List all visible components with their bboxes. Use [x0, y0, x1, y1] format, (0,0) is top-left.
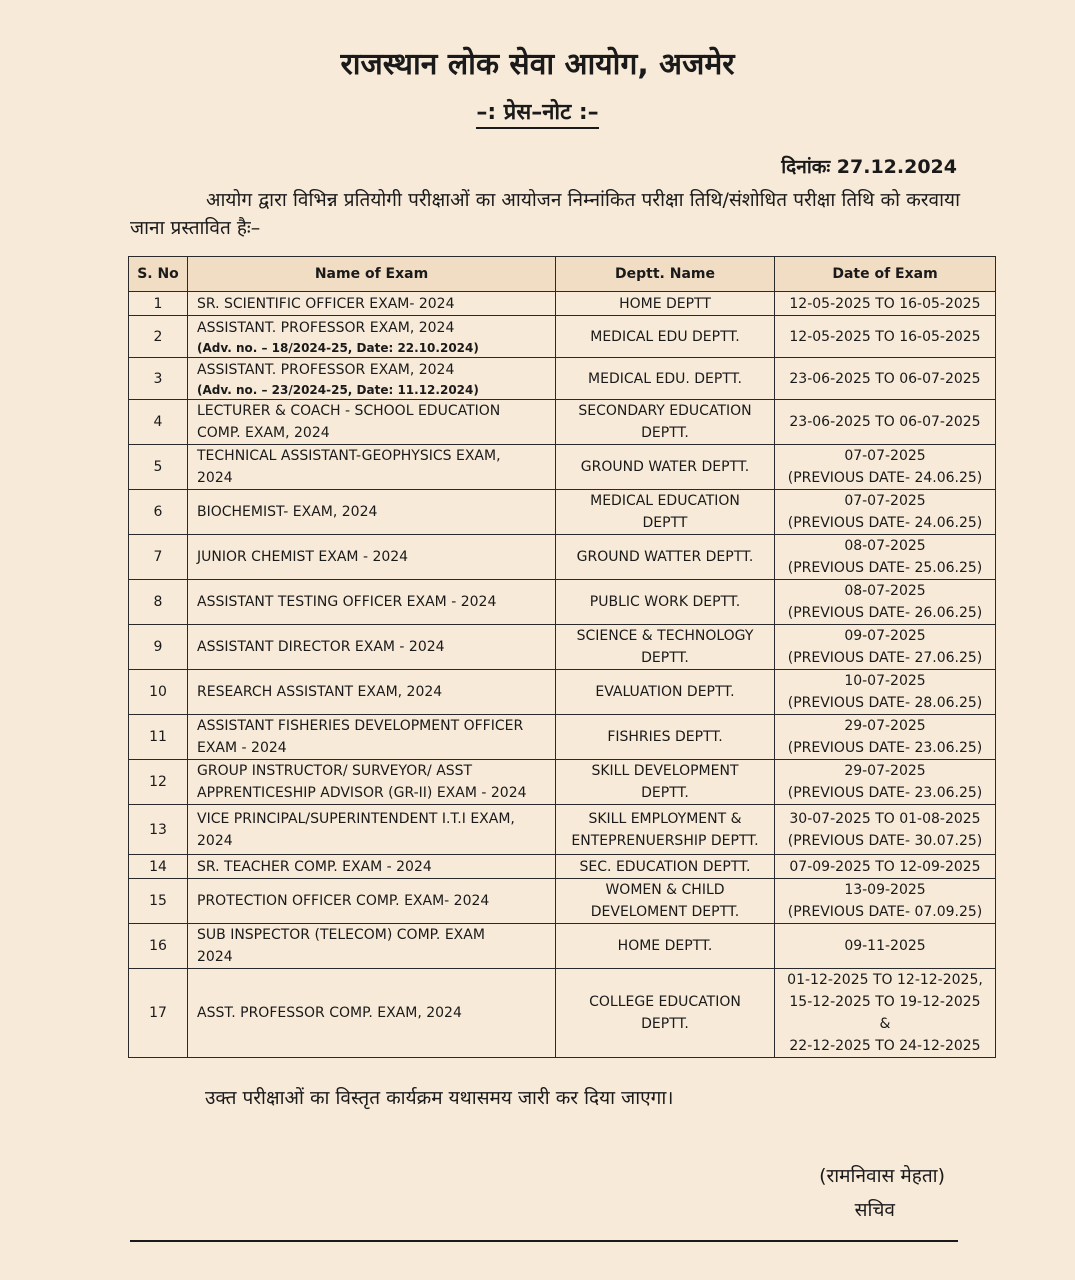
exam-name-line: LECTURER & COACH - SCHOOL EDUCATION [197, 403, 501, 419]
signatory-name: (रामनिवास मेहता) [819, 1165, 945, 1187]
cell-sno: 13 [129, 805, 188, 855]
exam-name-line: SR. SCIENTIFIC OFFICER EXAM- 2024 [197, 295, 455, 312]
exam-date-line: 29-07-2025 [844, 763, 926, 779]
exam-date-line: 09-07-2025 [844, 628, 926, 644]
exam-name-line: VICE PRINCIPAL/SUPERINTENDENT I.T.I EXAM, [197, 810, 515, 827]
table-row [129, 580, 996, 625]
cell-sno: 1 [129, 292, 188, 316]
cell-dept-name [556, 580, 775, 625]
table-row [129, 855, 996, 879]
dept-name-line: GROUND WATTER DEPTT. [576, 549, 754, 565]
exam-name-line: ASSISTANT DIRECTOR EXAM - 2024 [197, 639, 445, 655]
cell-dept-name [556, 292, 775, 316]
cell-exam-name [188, 855, 556, 879]
exam-name-line: RESEARCH ASSISTANT EXAM, 2024 [197, 684, 443, 700]
exam-date-line: 07-09-2025 TO 12-09-2025 [789, 858, 981, 875]
cell-exam-name [188, 445, 556, 490]
advertisement-reference: (Adv. no. – 23/2024-25, Date: 11.12.2024) [197, 382, 479, 397]
exam-name-line: ASST. PROFESSOR COMP. EXAM, 2024 [197, 1005, 462, 1021]
cell-exam-name [188, 535, 556, 580]
exam-date-line: (PREVIOUS DATE- 07.09.25) [787, 904, 983, 920]
dept-name-line: DEPTT. [641, 650, 689, 666]
cell-sno: 8 [129, 580, 188, 625]
cell-sno: 2 [129, 316, 188, 358]
cell-dept-name [556, 400, 775, 445]
dept-name-line: WOMEN & CHILD [605, 882, 725, 898]
cell-exam-date [775, 805, 996, 855]
footer-note: उक्त परीक्षाओं का विस्तृत कार्यक्रम यथासमय जारी कर दिया जाएगा। [205, 1087, 674, 1109]
cell-exam-name [188, 400, 556, 445]
dept-name-line: ENTEPRENUERSHIP DEPTT. [571, 832, 759, 849]
cell-exam-name [188, 625, 556, 670]
cell-dept-name [556, 445, 775, 490]
table-row [129, 969, 996, 1058]
table-row [129, 535, 996, 580]
dept-name-line: HOME DEPTT [619, 295, 711, 312]
exam-name-line: PROTECTION OFFICER COMP. EXAM- 2024 [197, 893, 490, 909]
cell-sno: 7 [129, 535, 188, 580]
exam-date-line: 01-12-2025 TO 12-12-2025, [787, 972, 983, 988]
cell-exam-name [188, 670, 556, 715]
exam-name-line: SUB INSPECTOR (TELECOM) COMP. EXAM [197, 927, 485, 943]
dept-name-line: DEVELOMENT DEPTT. [590, 904, 740, 920]
exam-name-line: TECHNICAL ASSISTANT-GEOPHYSICS EXAM, [197, 448, 501, 464]
issue-date [781, 153, 957, 179]
table-row [129, 760, 996, 805]
cell-exam-name [188, 879, 556, 924]
dept-name-line: MEDICAL EDUCATION [590, 493, 740, 509]
exam-schedule-table [128, 256, 996, 1058]
cell-exam-name [188, 924, 556, 969]
exam-date-line: 23-06-2025 TO 06-07-2025 [789, 414, 981, 430]
dept-name-line: SECONDARY EDUCATION [578, 403, 752, 419]
table-row [129, 879, 996, 924]
cell-sno: 12 [129, 760, 188, 805]
exam-date-line: (PREVIOUS DATE- 26.06.25) [787, 605, 983, 621]
exam-date-line: (PREVIOUS DATE- 23.06.25) [787, 740, 983, 756]
cell-dept-name [556, 715, 775, 760]
cell-exam-date [775, 445, 996, 490]
exam-date-line: (PREVIOUS DATE- 24.06.25) [787, 515, 983, 531]
table-row [129, 316, 996, 358]
table-row [129, 670, 996, 715]
dept-name-line: SEC. EDUCATION DEPTT. [579, 858, 751, 875]
cell-dept-name [556, 969, 775, 1058]
cell-exam-date [775, 760, 996, 805]
exam-name-line: GROUP INSTRUCTOR/ SURVEYOR/ ASST [197, 763, 473, 779]
cell-exam-date [775, 969, 996, 1058]
dept-name-line: SKILL DEVELOPMENT [591, 763, 739, 779]
bottom-divider [130, 1240, 958, 1242]
cell-dept-name [556, 924, 775, 969]
cell-exam-name [188, 969, 556, 1058]
table-row [129, 924, 996, 969]
cell-exam-date [775, 316, 996, 358]
dept-name-line: PUBLIC WORK DEPTT. [589, 594, 741, 610]
cell-exam-date [775, 580, 996, 625]
cell-sno: 5 [129, 445, 188, 490]
cell-dept-name [556, 670, 775, 715]
cell-dept-name [556, 316, 775, 358]
cell-sno: 6 [129, 490, 188, 535]
cell-sno: 17 [129, 969, 188, 1058]
dept-name-line: COLLEGE EDUCATION [589, 994, 741, 1010]
exam-name-line: ASSISTANT. PROFESSOR EXAM, 2024 [197, 319, 455, 336]
exam-date-line: 30-07-2025 TO 01-08-2025 [789, 810, 981, 827]
header-sno: S. No [129, 257, 188, 292]
table-row [129, 358, 996, 400]
cell-exam-date [775, 625, 996, 670]
cell-dept-name [556, 879, 775, 924]
dept-name-line: DEPTT. [641, 1016, 689, 1032]
dept-name-line: DEPTT. [641, 425, 689, 441]
cell-exam-date [775, 715, 996, 760]
cell-sno: 15 [129, 879, 188, 924]
dept-name-line: MEDICAL EDU DEPTT. [590, 328, 740, 345]
exam-date-line: 07-07-2025 [844, 448, 926, 464]
header-exam-date: Date of Exam [775, 257, 996, 292]
cell-exam-date [775, 490, 996, 535]
cell-exam-date [775, 879, 996, 924]
cell-exam-name [188, 292, 556, 316]
table-row [129, 292, 996, 316]
press-note-label: –: प्रेस–नोट :– [476, 100, 598, 129]
cell-exam-name [188, 580, 556, 625]
intro-paragraph: आयोग द्वारा विभिन्न प्रतियोगी परीक्षाओं का आयोजन निम्नांकित परीक्षा तिथि/संशोधित परीक्षा तिथि को करवाया जाना प्रस्तावित हैः– [130, 189, 960, 239]
dept-name-line: DEPTT. [641, 785, 689, 801]
cell-sno: 3 [129, 358, 188, 400]
exam-date-line: 10-07-2025 [844, 673, 926, 689]
cell-dept-name [556, 805, 775, 855]
cell-exam-date [775, 855, 996, 879]
table-body [129, 292, 996, 1058]
dept-name-line: EVALUATION DEPTT. [595, 684, 735, 700]
advertisement-reference: (Adv. no. – 18/2024-25, Date: 22.10.2024) [197, 340, 479, 355]
exam-date-line: (PREVIOUS DATE- 23.06.25) [787, 785, 983, 801]
cell-sno: 16 [129, 924, 188, 969]
dept-name-line: GROUND WATER DEPTT. [580, 459, 750, 475]
exam-date-line: 12-05-2025 TO 16-05-2025 [789, 295, 981, 312]
exam-name-line: ASSISTANT FISHERIES DEVELOPMENT OFFICER [197, 718, 524, 734]
table-row [129, 445, 996, 490]
cell-exam-name [188, 805, 556, 855]
cell-sno: 9 [129, 625, 188, 670]
exam-date-line: (PREVIOUS DATE- 25.06.25) [787, 560, 983, 576]
exam-name-line: ASSISTANT TESTING OFFICER EXAM - 2024 [197, 594, 497, 610]
table-row [129, 400, 996, 445]
cell-exam-name [188, 490, 556, 535]
cell-dept-name [556, 760, 775, 805]
exam-date-line: 09-11-2025 [844, 938, 926, 954]
exam-name-line: ASSISTANT. PROFESSOR EXAM, 2024 [197, 361, 455, 378]
cell-dept-name [556, 490, 775, 535]
cell-exam-date [775, 358, 996, 400]
exam-name-line: 2024 [197, 832, 233, 849]
cell-exam-name [188, 316, 556, 358]
exam-date-line: 12-05-2025 TO 16-05-2025 [789, 328, 981, 345]
exam-name-line: BIOCHEMIST- EXAM, 2024 [197, 504, 378, 520]
cell-exam-date [775, 400, 996, 445]
cell-exam-date [775, 670, 996, 715]
cell-exam-date [775, 292, 996, 316]
cell-exam-name [188, 760, 556, 805]
exam-date-line: 08-07-2025 [844, 583, 926, 599]
exam-name-line: APPRENTICESHIP ADVISOR (GR-II) EXAM - 2024 [197, 785, 527, 801]
exam-date-line: 15-12-2025 TO 19-12-2025 [789, 994, 981, 1010]
exam-date-line: (PREVIOUS DATE- 24.06.25) [787, 470, 983, 486]
cell-exam-date [775, 924, 996, 969]
cell-dept-name [556, 625, 775, 670]
exam-name-line: 2024 [197, 949, 233, 965]
exam-date-line: 29-07-2025 [844, 718, 926, 734]
cell-sno: 10 [129, 670, 188, 715]
dept-name-line: MEDICAL EDU. DEPTT. [588, 370, 742, 387]
exam-name-line: 2024 [197, 470, 233, 486]
date-value: 27.12.2024 [836, 156, 957, 178]
exam-date-line: 13-09-2025 [844, 882, 926, 898]
cell-exam-date [775, 535, 996, 580]
cell-sno: 11 [129, 715, 188, 760]
header-dept-name: Deptt. Name [556, 257, 775, 292]
table-row [129, 490, 996, 535]
exam-date-line: 07-07-2025 [844, 493, 926, 509]
exam-name-line: COMP. EXAM, 2024 [197, 425, 330, 441]
cell-dept-name [556, 855, 775, 879]
date-label: दिनांकः [781, 156, 831, 178]
exam-date-line: (PREVIOUS DATE- 27.06.25) [787, 650, 983, 666]
exam-date-line: 08-07-2025 [844, 538, 926, 554]
press-note-subtitle [0, 96, 1075, 126]
cell-exam-name [188, 715, 556, 760]
dept-name-line: HOME DEPTT. [617, 938, 713, 954]
cell-sno: 14 [129, 855, 188, 879]
table-header-row [129, 257, 996, 292]
cell-sno: 4 [129, 400, 188, 445]
cell-exam-name [188, 358, 556, 400]
dept-name-line: DEPTT [642, 515, 688, 531]
exam-date-line: (PREVIOUS DATE- 28.06.25) [787, 695, 983, 711]
exam-date-line: (PREVIOUS DATE- 30.07.25) [787, 832, 983, 849]
exam-name-line: EXAM - 2024 [197, 740, 287, 756]
dept-name-line: SCIENCE & TECHNOLOGY [576, 628, 754, 644]
signatory-designation: सचिव [854, 1199, 895, 1221]
cell-dept-name [556, 358, 775, 400]
table-row [129, 625, 996, 670]
header-exam-name: Name of Exam [188, 257, 556, 292]
table-row [129, 715, 996, 760]
exam-name-line: SR. TEACHER COMP. EXAM - 2024 [197, 858, 432, 875]
exam-date-line: 22-12-2025 TO 24-12-2025 [789, 1038, 981, 1054]
dept-name-line: SKILL EMPLOYMENT & [588, 810, 742, 827]
page-title: राजस्थान लोक सेवा आयोग, अजमेर [340, 47, 735, 82]
exam-date-line: & [879, 1016, 891, 1032]
dept-name-line: FISHRIES DEPTT. [607, 729, 723, 745]
table-row [129, 805, 996, 855]
exam-name-line: JUNIOR CHEMIST EXAM - 2024 [197, 549, 409, 565]
exam-date-line: 23-06-2025 TO 06-07-2025 [789, 370, 981, 387]
cell-dept-name [556, 535, 775, 580]
